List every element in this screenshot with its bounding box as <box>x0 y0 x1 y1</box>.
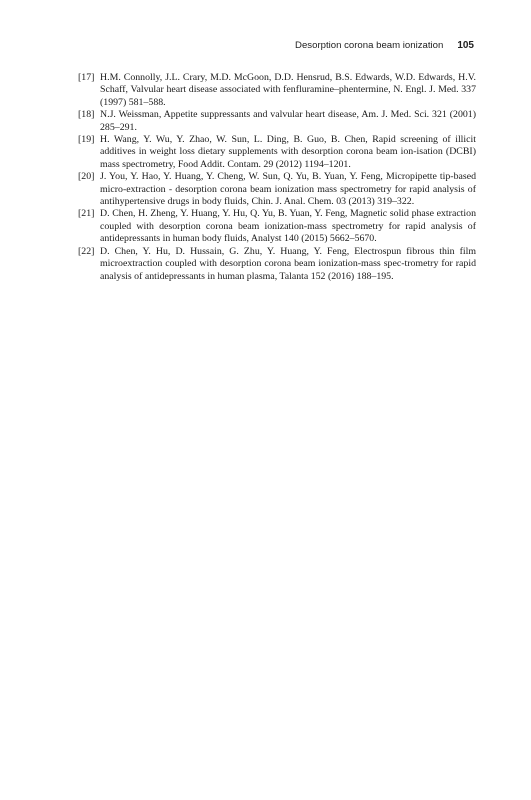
reference-text: J. You, Y. Hao, Y. Huang, Y. Cheng, W. Sun, Q. Yu, B. Yuan, Y. Feng, Micropipette tip-based micro-extraction - desorption corona beam ionization mass spectrometry for rapid analysis of antihypertensive drugs in body fluids, Chin. J. Anal. Chem. 03 (2013) 319–322. <box>100 171 476 208</box>
page-number: 105 <box>457 40 474 51</box>
reference-number: [20] <box>78 171 95 183</box>
reference-item <box>78 109 476 134</box>
reference-item <box>78 171 476 208</box>
reference-item <box>78 134 476 171</box>
reference-text: H.M. Connolly, J.L. Crary, M.D. McGoon, D.D. Hensrud, B.S. Edwards, W.D. Edwards, H.V. Schaff, Valvular heart disease associated with fenfluramine–phentermine, N. Engl. J. Med. 337 (1997) 581–588. <box>100 72 476 108</box>
reference-list <box>78 72 476 283</box>
running-header <box>78 40 474 51</box>
reference-item <box>78 246 476 283</box>
reference-number: [22] <box>78 245 95 257</box>
reference-number: [21] <box>78 208 95 220</box>
reference-text: D. Chen, H. Zheng, Y. Huang, Y. Hu, Q. Yu, B. Yuan, Y. Feng, Magnetic solid phase extraction coupled with desorption corona beam ionization-mass spectrometry for rapid analysis of antidepressants in human body fluids, Analyst 140 (2015) 5662–5670. <box>100 208 476 245</box>
reference-item <box>78 72 476 109</box>
reference-number: [19] <box>78 134 95 146</box>
reference-text: H. Wang, Y. Wu, Y. Zhao, W. Sun, L. Ding, B. Guo, B. Chen, Rapid screening of illicit additives in weight loss dietary supplements with desorption corona beam ion-isation (DCBI) mass spectrometry, Food Addit. Contam. 29 (2012) 1194–1201. <box>100 134 476 170</box>
running-title: Desorption corona beam ionization <box>295 40 444 51</box>
reference-number: [18] <box>78 109 95 121</box>
reference-item <box>78 208 476 245</box>
reference-number: [17] <box>78 72 95 83</box>
reference-text: N.J. Weissman, Appetite suppressants and valvular heart disease, Am. J. Med. Sci. 321 (2001) 285–291. <box>100 109 476 133</box>
reference-text: D. Chen, Y. Hu, D. Hussain, G. Zhu, Y. Huang, Y. Feng, Electrospun fibrous thin film microextraction coupled with desorption corona beam ionization-mass spec-trometry for rapid analysis of antidepressants in human plasma, Talanta 152 (2016) 188–195. <box>100 245 476 282</box>
